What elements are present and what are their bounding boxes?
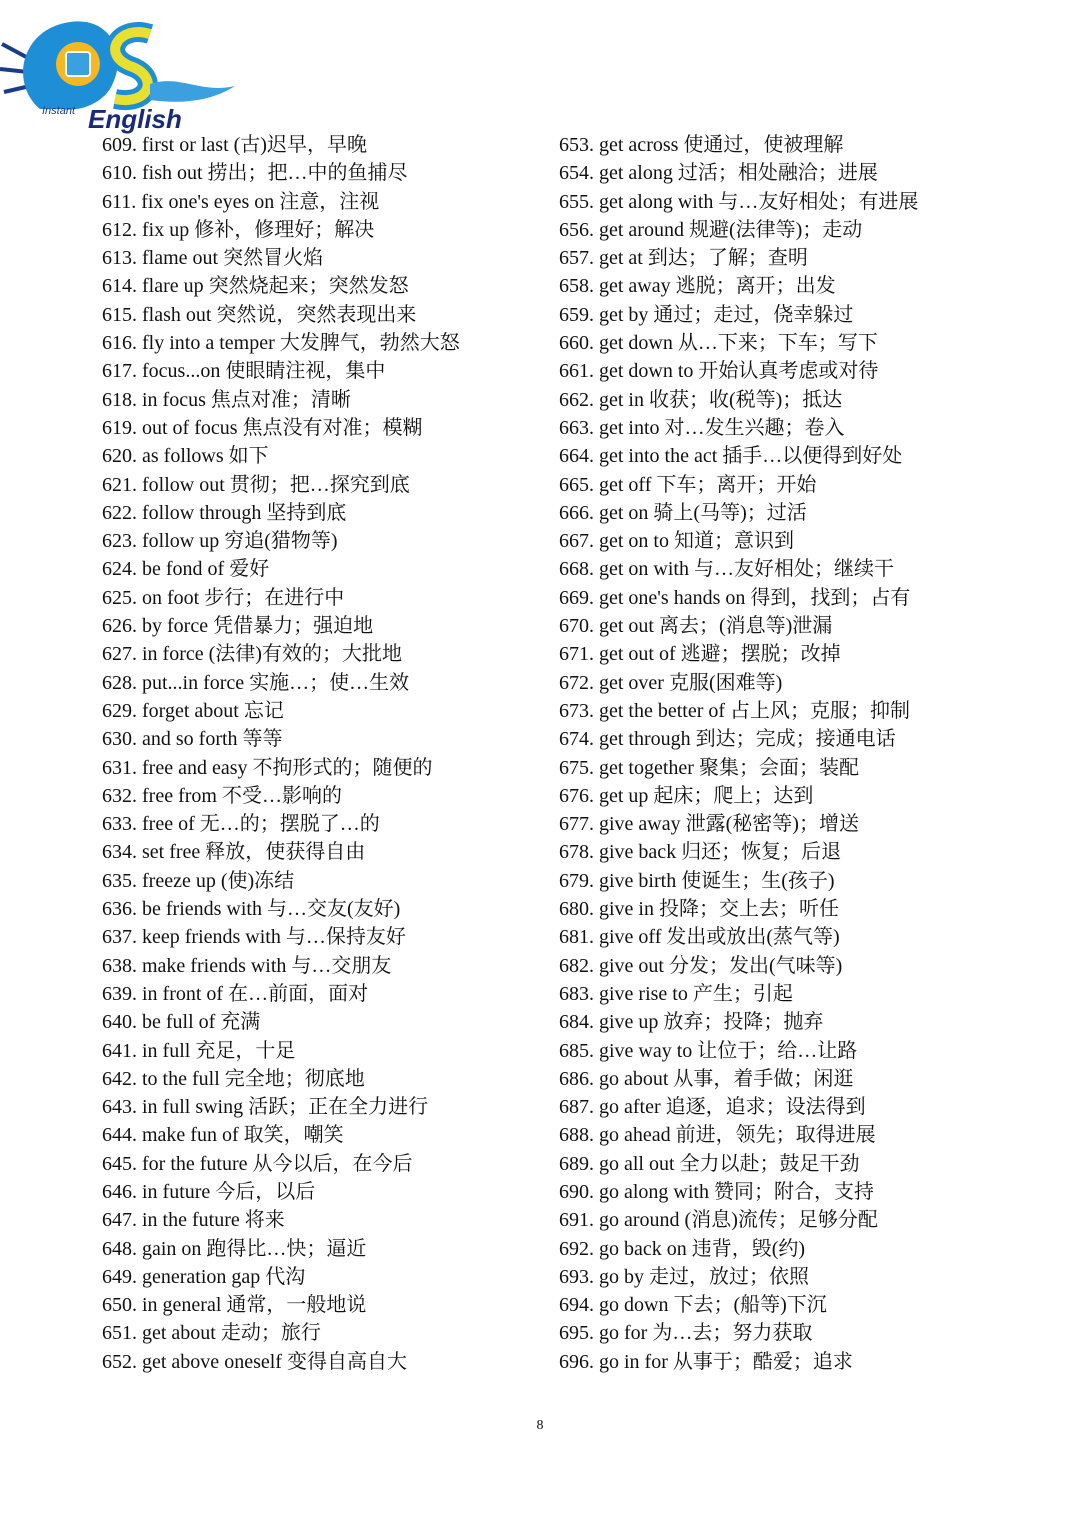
phrase-entry: 656. get around 规避(法律等)；走动 bbox=[559, 218, 863, 241]
phrase-entry: 646. in future 今后，以后 bbox=[102, 1180, 316, 1203]
phrase-entry: 618. in focus 焦点对准；清晰 bbox=[102, 388, 351, 411]
phrase-entry: 672. get over 克服(困难等) bbox=[559, 671, 783, 694]
phrase-entry: 626. by force 凭借暴力；强迫地 bbox=[102, 615, 374, 638]
phrase-entry: 653. get across 使通过，使被理解 bbox=[559, 134, 844, 156]
phrase-entry: 640. be full of 充满 bbox=[102, 1011, 261, 1034]
phrase-entry: 686. go about 从事，着手做；闲逛 bbox=[559, 1067, 854, 1090]
phrase-entry: 649. generation gap 代沟 bbox=[102, 1265, 306, 1288]
instant-english-logo bbox=[0, 14, 240, 134]
phrase-entry: 622. follow through 坚持到底 bbox=[102, 501, 347, 524]
phrase-entry: 674. get through 到达；完成；接通电话 bbox=[559, 728, 896, 751]
phrase-entry: 677. give away 泄露(秘密等)；增送 bbox=[559, 813, 859, 836]
phrase-entry: 624. be fond of 爱好 bbox=[102, 558, 270, 581]
phrase-entry: 633. free of 无…的；摆脱了…的 bbox=[102, 813, 380, 836]
phrase-entry: 681. give off 发出或放出(蒸气等) bbox=[559, 926, 840, 949]
phrase-entry: 668. get on with 与…友好相处；继续干 bbox=[559, 558, 894, 581]
phrase-entry: 680. give in 投降；交上去；听任 bbox=[559, 898, 839, 921]
phrase-entry: 616. fly into a temper 大发脾气，勃然大怒 bbox=[102, 332, 460, 355]
phrase-entry: 648. gain on 跑得比…快；逼近 bbox=[102, 1237, 367, 1260]
phrase-entry: 609. first or last (古)迟早，早晚 bbox=[102, 134, 367, 156]
phrase-entry: 628. put...in force 实施…；使…生效 bbox=[102, 671, 410, 694]
phrase-list-right bbox=[559, 131, 918, 1376]
phrase-entry: 667. get on to 知道；意识到 bbox=[559, 530, 794, 553]
phrase-entry: 644. make fun of 取笑，嘲笑 bbox=[102, 1124, 344, 1147]
phrase-entry: 655. get along with 与…友好相处；有进展 bbox=[559, 190, 919, 213]
phrase-entry: 663. get into 对…发生兴趣；卷入 bbox=[559, 416, 845, 439]
phrase-entry: 625. on foot 步行；在进行中 bbox=[102, 586, 345, 609]
phrase-entry: 662. get in 收获；收(税等)；抵达 bbox=[559, 388, 843, 411]
phrase-entry: 651. get about 走动；旅行 bbox=[102, 1322, 321, 1345]
phrase-entry: 661. get down to 开始认真考虑或对待 bbox=[559, 360, 879, 383]
phrase-entry: 617. focus...on 使眼睛注视，集中 bbox=[102, 360, 386, 383]
phrase-entry: 632. free from 不受…影响的 bbox=[102, 784, 342, 807]
phrase-entry: 692. go back on 违背，毁(约) bbox=[559, 1237, 806, 1260]
phrase-entry: 675. get together 聚集；会面；装配 bbox=[559, 756, 859, 779]
phrase-entry: 684. give up 放弃；投降；抛弃 bbox=[559, 1011, 824, 1034]
phrase-entry: 660. get down 从…下来；下车；写下 bbox=[559, 332, 878, 355]
phrase-entry: 623. follow up 穷追(猎物等) bbox=[102, 530, 338, 553]
phrase-entry: 676. get up 起床；爬上；达到 bbox=[559, 784, 814, 807]
phrase-entry: 629. forget about 忘记 bbox=[102, 699, 284, 722]
phrase-entry: 673. get the better of 占上风；克服；抑制 bbox=[559, 699, 911, 722]
phrase-entry: 657. get at 到达；了解；查明 bbox=[559, 247, 808, 270]
phrase-entry: 612. fix up 修补，修理好；解决 bbox=[102, 218, 375, 241]
phrase-entry: 693. go by 走过，放过；依照 bbox=[559, 1265, 809, 1288]
phrase-entry: 679. give birth 使诞生；生(孩子) bbox=[559, 869, 835, 892]
phrase-entry: 658. get away 逃脱；离开；出发 bbox=[559, 275, 836, 298]
phrase-entry: 687. go after 追逐，追求；设法得到 bbox=[559, 1096, 866, 1119]
phrase-entry: 665. get off 下车；离开；开始 bbox=[559, 473, 817, 496]
phrase-entry: 621. follow out 贯彻；把…探究到底 bbox=[102, 473, 410, 496]
phrase-entry: 691. go around (消息)流传；足够分配 bbox=[559, 1209, 878, 1232]
phrase-entry: 610. fish out 捞出；把…中的鱼捕尽 bbox=[102, 162, 408, 185]
phrase-entry: 688. go ahead 前进，领先；取得进展 bbox=[559, 1124, 876, 1147]
phrase-entry: 645. for the future 从今以后，在今后 bbox=[102, 1152, 413, 1175]
phrase-entry: 683. give rise to 产生；引起 bbox=[559, 982, 793, 1005]
phrase-entry: 637. keep friends with 与…保持友好 bbox=[102, 926, 406, 949]
page-number: 8 bbox=[536, 1418, 544, 1433]
phrase-entry: 678. give back 归还；恢复；后退 bbox=[559, 841, 842, 864]
phrase-entry: 659. get by 通过；走过，侥幸躲过 bbox=[559, 303, 854, 326]
phrase-entry: 643. in full swing 活跃；正在全力进行 bbox=[102, 1096, 429, 1119]
phrase-entry: 695. go for 为…去；努力获取 bbox=[559, 1322, 813, 1345]
phrase-entry: 631. free and easy 不拘形式的；随便的 bbox=[102, 756, 433, 779]
phrase-entry: 666. get on 骑上(马等)；过活 bbox=[559, 501, 807, 524]
phrase-entry: 620. as follows 如下 bbox=[102, 445, 269, 468]
phrase-entry: 634. set free 释放，使获得自由 bbox=[102, 841, 366, 864]
phrase-entry: 636. be friends with 与…交友(友好) bbox=[102, 898, 401, 921]
phrase-entry: 619. out of focus 焦点没有对准；模糊 bbox=[102, 416, 423, 439]
svg-text:English: English bbox=[88, 104, 182, 134]
phrase-entry: 669. get one's hands on 得到，找到；占有 bbox=[559, 586, 911, 609]
phrase-entry: 613. flame out 突然冒火焰 bbox=[102, 247, 324, 270]
phrase-entry: 670. get out 离去；(消息等)泄漏 bbox=[559, 615, 833, 638]
phrase-entry: 685. give way to 让位于；给…让路 bbox=[559, 1039, 858, 1062]
phrase-entry: 611. fix one's eyes on 注意，注视 bbox=[102, 190, 380, 213]
phrase-entry: 671. get out of 逃避；摆脱；改掉 bbox=[559, 643, 841, 666]
phrase-entry: 639. in front of 在…前面，面对 bbox=[102, 982, 369, 1005]
phrase-entry: 654. get along 过活；相处融洽；进展 bbox=[559, 162, 878, 185]
phrase-entry: 638. make friends with 与…交朋友 bbox=[102, 954, 392, 977]
phrase-entry: 689. go all out 全力以赴；鼓足干劲 bbox=[559, 1152, 860, 1175]
phrase-entry: 690. go along with 赞同；附合，支持 bbox=[559, 1180, 874, 1203]
phrase-entry: 627. in force (法律)有效的；大批地 bbox=[102, 643, 402, 666]
phrase-entry: 635. freeze up (使)冻结 bbox=[102, 869, 295, 892]
phrase-entry: 615. flash out 突然说，突然表现出来 bbox=[102, 303, 417, 326]
phrase-entry: 682. give out 分发；发出(气味等) bbox=[559, 954, 843, 977]
phrase-entry: 652. get above oneself 变得自高自大 bbox=[102, 1350, 407, 1373]
phrase-entry: 694. go down 下去；(船等)下沉 bbox=[559, 1294, 827, 1317]
phrase-entry: 647. in the future 将来 bbox=[102, 1209, 285, 1232]
phrase-list-left bbox=[102, 131, 460, 1376]
phrase-entry: 642. to the full 完全地；彻底地 bbox=[102, 1067, 365, 1090]
phrase-entry: 641. in full 充足，十足 bbox=[102, 1039, 296, 1062]
phrase-entry: 664. get into the act 插手…以便得到好处 bbox=[559, 445, 903, 468]
svg-text:Instant: Instant bbox=[42, 105, 76, 117]
phrase-entry: 630. and so forth 等等 bbox=[102, 728, 283, 751]
phrase-entry: 650. in general 通常，一般地说 bbox=[102, 1294, 367, 1317]
phrase-entry: 614. flare up 突然烧起来；突然发怒 bbox=[102, 275, 409, 298]
phrase-entry: 696. go in for 从事于；酷爱；追求 bbox=[559, 1350, 853, 1373]
